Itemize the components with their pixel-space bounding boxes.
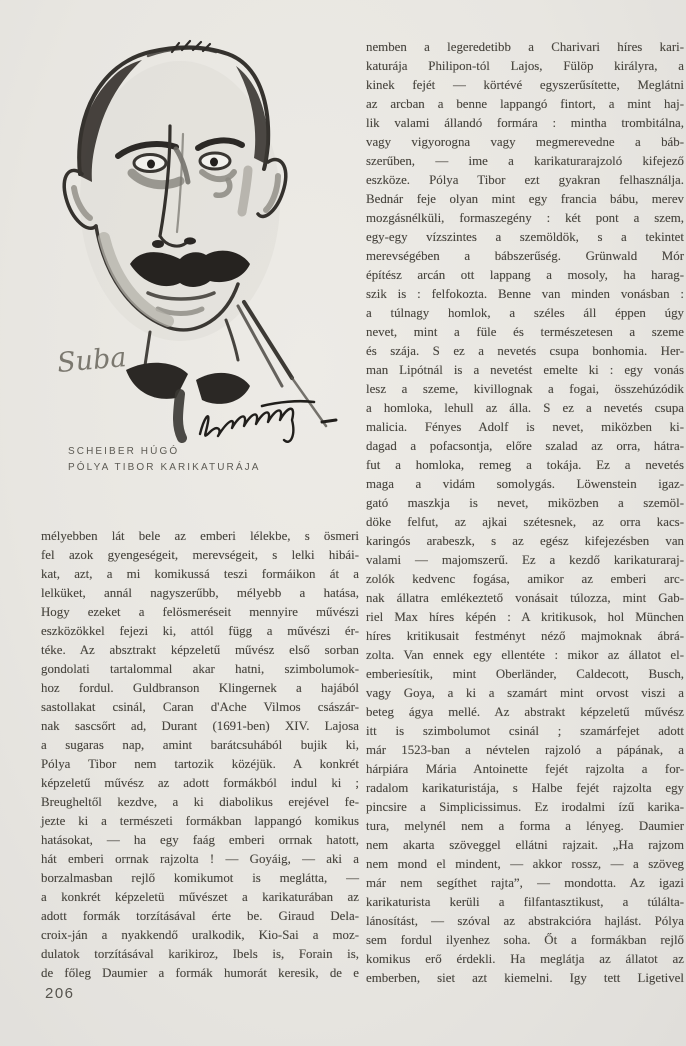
text-line: sem fordul ilyenhez soha. Őt a formákban rejlő <box>366 933 684 947</box>
handwritten-note: Suba <box>55 342 128 379</box>
text-line: zolók kedvenc fogása, amikor az emberi arc- <box>366 572 684 586</box>
text-line: az arcban a benne lappangó fintort, a mint haj- <box>366 97 684 111</box>
text-line: sastollakat csinál, Caran d'Ache Vilmos császár- <box>41 700 359 714</box>
text-line: és szája. S ez a nevetés csupa bonhomia. Her- <box>366 344 684 358</box>
text-line: gató maszkja is nevet, miközben a szemöl- <box>366 496 684 510</box>
text-line: nevet, mint a füle és természetesen a szeme <box>366 325 684 339</box>
text-line: man Lipótnál is a nevetést emelte ki : egy vonás <box>366 363 684 377</box>
text-line: hatásokat, — ha egy faág emberi orrnak hatott, <box>41 833 359 847</box>
text-line: katurája Philipon-tól Lajos, Fülöp királyra, a <box>366 59 684 73</box>
text-line: karikaturista kerüli a filfantasztikust, a túlálta- <box>366 895 684 909</box>
text-line: képzeletű művész az adott formákból indul ki ; <box>41 776 359 790</box>
text-line: zolta. Van ennek egy ellentéte : mikor az állatot el- <box>366 648 684 662</box>
text-line: emberiesítik, mint Oberländer, Caldecott, Busch, <box>366 667 684 681</box>
left-pupil <box>147 160 155 169</box>
text-line: hoz fordul. Guldbranson Klingernek a hajából <box>41 681 359 695</box>
bowtie-right-wing <box>196 373 250 404</box>
right-nostril <box>184 237 196 244</box>
text-line: beteg ágya mellé. Az abstrakt képzeletű művész <box>366 705 684 719</box>
text-line: emberben, siet azt kiemelni. Igy tett Ligetivel <box>366 971 684 985</box>
text-line: már nem segíthet rajta”, — mondotta. Az igazi <box>366 876 684 890</box>
caricature-drawing <box>30 6 355 444</box>
text-line: dulatok torzításával karikiroz, Ibels is, Forain is, <box>41 947 359 961</box>
text-line: a túlnagy homlok, a széles áll éppen úgy <box>366 306 684 320</box>
text-line: gondolati tartalommal akar hatni, szimbolumok- <box>41 662 359 676</box>
text-line: nak sascsőrt ad, Durant (1691-ben) XIV. Lajosa <box>41 719 359 733</box>
text-line: merevségében a bábszerűség. Grünwald Mór <box>366 249 684 263</box>
right-temple-shadow <box>242 170 248 212</box>
text-line: szerűben, — ime a karikaturarajzoló kifejező <box>366 154 684 168</box>
text-line: híres kritikusait festményt néző majmoknak ábrá- <box>366 629 684 643</box>
text-line: a homloka, lehull az álla. S ez a nevetés csupa <box>366 401 684 415</box>
text-line: komikus erő érdekli. Ha meglátja az állatot az <box>366 952 684 966</box>
text-line: malicia. Fényes Adolf is nevet, miközben ki- <box>366 420 684 434</box>
caricature-figure <box>30 6 355 444</box>
text-line: lánosítást, — szóval az abstrakcióra hajlást. Pólya <box>366 914 684 928</box>
text-line: eszközökkel fejezi ki, attól függ a művészi ér- <box>41 624 359 638</box>
text-line: eszköze. Pólya Tibor ezt gyakran felhasználja. <box>366 173 684 187</box>
text-line: borzalmasban rejlő komikumot is meglátta, — <box>41 871 359 885</box>
text-line: tura, melynél nem a forma a lényeg. Daumier <box>366 819 684 833</box>
text-line: vagy vigyorogna vagy megmerevedne a báb- <box>366 135 684 149</box>
figure-caption-artist: SCHEIBER HÚGÓ <box>68 446 180 457</box>
text-line: nak állatra emlékeztető vonásait túlozza, mint Gab- <box>366 591 684 605</box>
text-line: a sugaras nap, amint barátcsuhából bujik ki, <box>41 738 359 752</box>
figure-caption-title: PÓLYA TIBOR KARIKATURÁJA <box>68 461 261 473</box>
text-line: radalom karikaturistája, s Halbe fejét rajzolta egy <box>366 781 684 795</box>
text-line: hát emberi orrnak rajzolta ! — Goyáig, — aki a <box>41 852 359 866</box>
shoulder-stroke-2 <box>244 302 292 378</box>
text-line: építész arcán ott lappang a mosoly, ha harag- <box>366 268 684 282</box>
text-line: a konkrét képzeletü művészet a karikaturában az <box>41 890 359 904</box>
right-pupil <box>210 158 218 167</box>
text-line: mozgásnélküli, formaszegény : két pont a szem, <box>366 211 684 225</box>
artist-signature <box>200 401 336 442</box>
left-nostril <box>152 240 164 248</box>
text-line: Hogy ezeket a felösmeréseit mennyire művészi <box>41 605 359 619</box>
text-line: lik valami állandó formára : mintha trombitálna, <box>366 116 684 130</box>
shoulder-stroke-1 <box>238 306 282 386</box>
text-line: fut a homloka, remeg a tokája. Ez a nevetés <box>366 458 684 472</box>
neck-right-line <box>226 320 238 360</box>
text-line: már 1523-ban a névtelen rajzoló a pápának, a <box>366 743 684 757</box>
text-line: lelküket, annál nagyszerűbb, mélyebb a hatása, <box>41 586 359 600</box>
right-text-column <box>366 38 684 988</box>
text-line: hárpiára Mária Antoinette fejét rajzolta a for- <box>366 762 684 776</box>
text-line: karingós arabeszk, s az egész kifejezésben van <box>366 534 684 548</box>
page-number: 206 <box>45 985 75 1002</box>
text-line: fel azok gyengeségeit, merevségeit, s lelki hibái- <box>41 548 359 562</box>
text-line: dagad a pofacsontja, előre szalad az orra, hátra- <box>366 439 684 453</box>
text-line: téke. Az absztrakt képzeletű művész első sorban <box>41 643 359 657</box>
text-line: nem akarta szöveggel ellátni rajzait. „Ha rajzom <box>366 838 684 852</box>
figure-caption <box>68 444 260 475</box>
text-line: jezte ki a természeti formákban lappangó komikus <box>41 814 359 828</box>
text-line: riel Max híres képén : A kritikusok, hol München <box>366 610 684 624</box>
text-line: Pólya Tibor nem tartozik közéjük. A konkrét <box>41 757 359 771</box>
left-text-column <box>41 527 359 983</box>
text-line: pincsire a Simplicissimus. Ez irodalmi ízű karika- <box>366 800 684 814</box>
tie-end-stroke <box>178 394 182 438</box>
text-line: döke felfut, az ajkai szétesnek, az orra kacs- <box>366 515 684 529</box>
text-line: valami — majomszerű. Ez a kezdő karikaturaraj- <box>366 553 684 567</box>
text-line: nemben a legeredetibb a Charivari híres kari- <box>366 40 684 54</box>
text-line: croix-ján a nyakkendő uralkodik, Kio-Sai a moz- <box>41 928 359 942</box>
text-line: egy-egy vízszintes a szemöldök, s a tekintet <box>366 230 684 244</box>
text-line: Bednár feje olyan mint egy francia bábu, merev <box>366 192 684 206</box>
text-line: nem mond el mindent, — akkor rossz, — a szöveg <box>366 857 684 871</box>
text-line: itt is szimbolumot csinál ; szamárfejet adott <box>366 724 684 738</box>
text-line: adott formák torzításával érte be. Giraud Dela- <box>41 909 359 923</box>
text-line: lesz a szeme, kivillognak a fogai, összehúzódik <box>366 382 684 396</box>
text-line: Breugheltől kezdve, a ki diabolikus erejével fe- <box>41 795 359 809</box>
text-line: szik is : felfokozta. Benne van minden vonásban : <box>366 287 684 301</box>
text-line: kinek fejét — körtévé egyszerűsítette, Meglátni <box>366 78 684 92</box>
text-line: vagy Goya, a ki a szamárt mint orvost viszi a <box>366 686 684 700</box>
text-line: kat, azt, a mi komikussá teszi formáikon át a <box>41 567 359 581</box>
text-line: maga a vidám somolygás. Löwenstein igaz- <box>366 477 684 491</box>
text-line: mélyebben lát bele az emberi lélekbe, s ösmeri <box>41 529 359 543</box>
text-line: de főleg Daumier a formák humorát keresik, de e <box>41 966 359 980</box>
